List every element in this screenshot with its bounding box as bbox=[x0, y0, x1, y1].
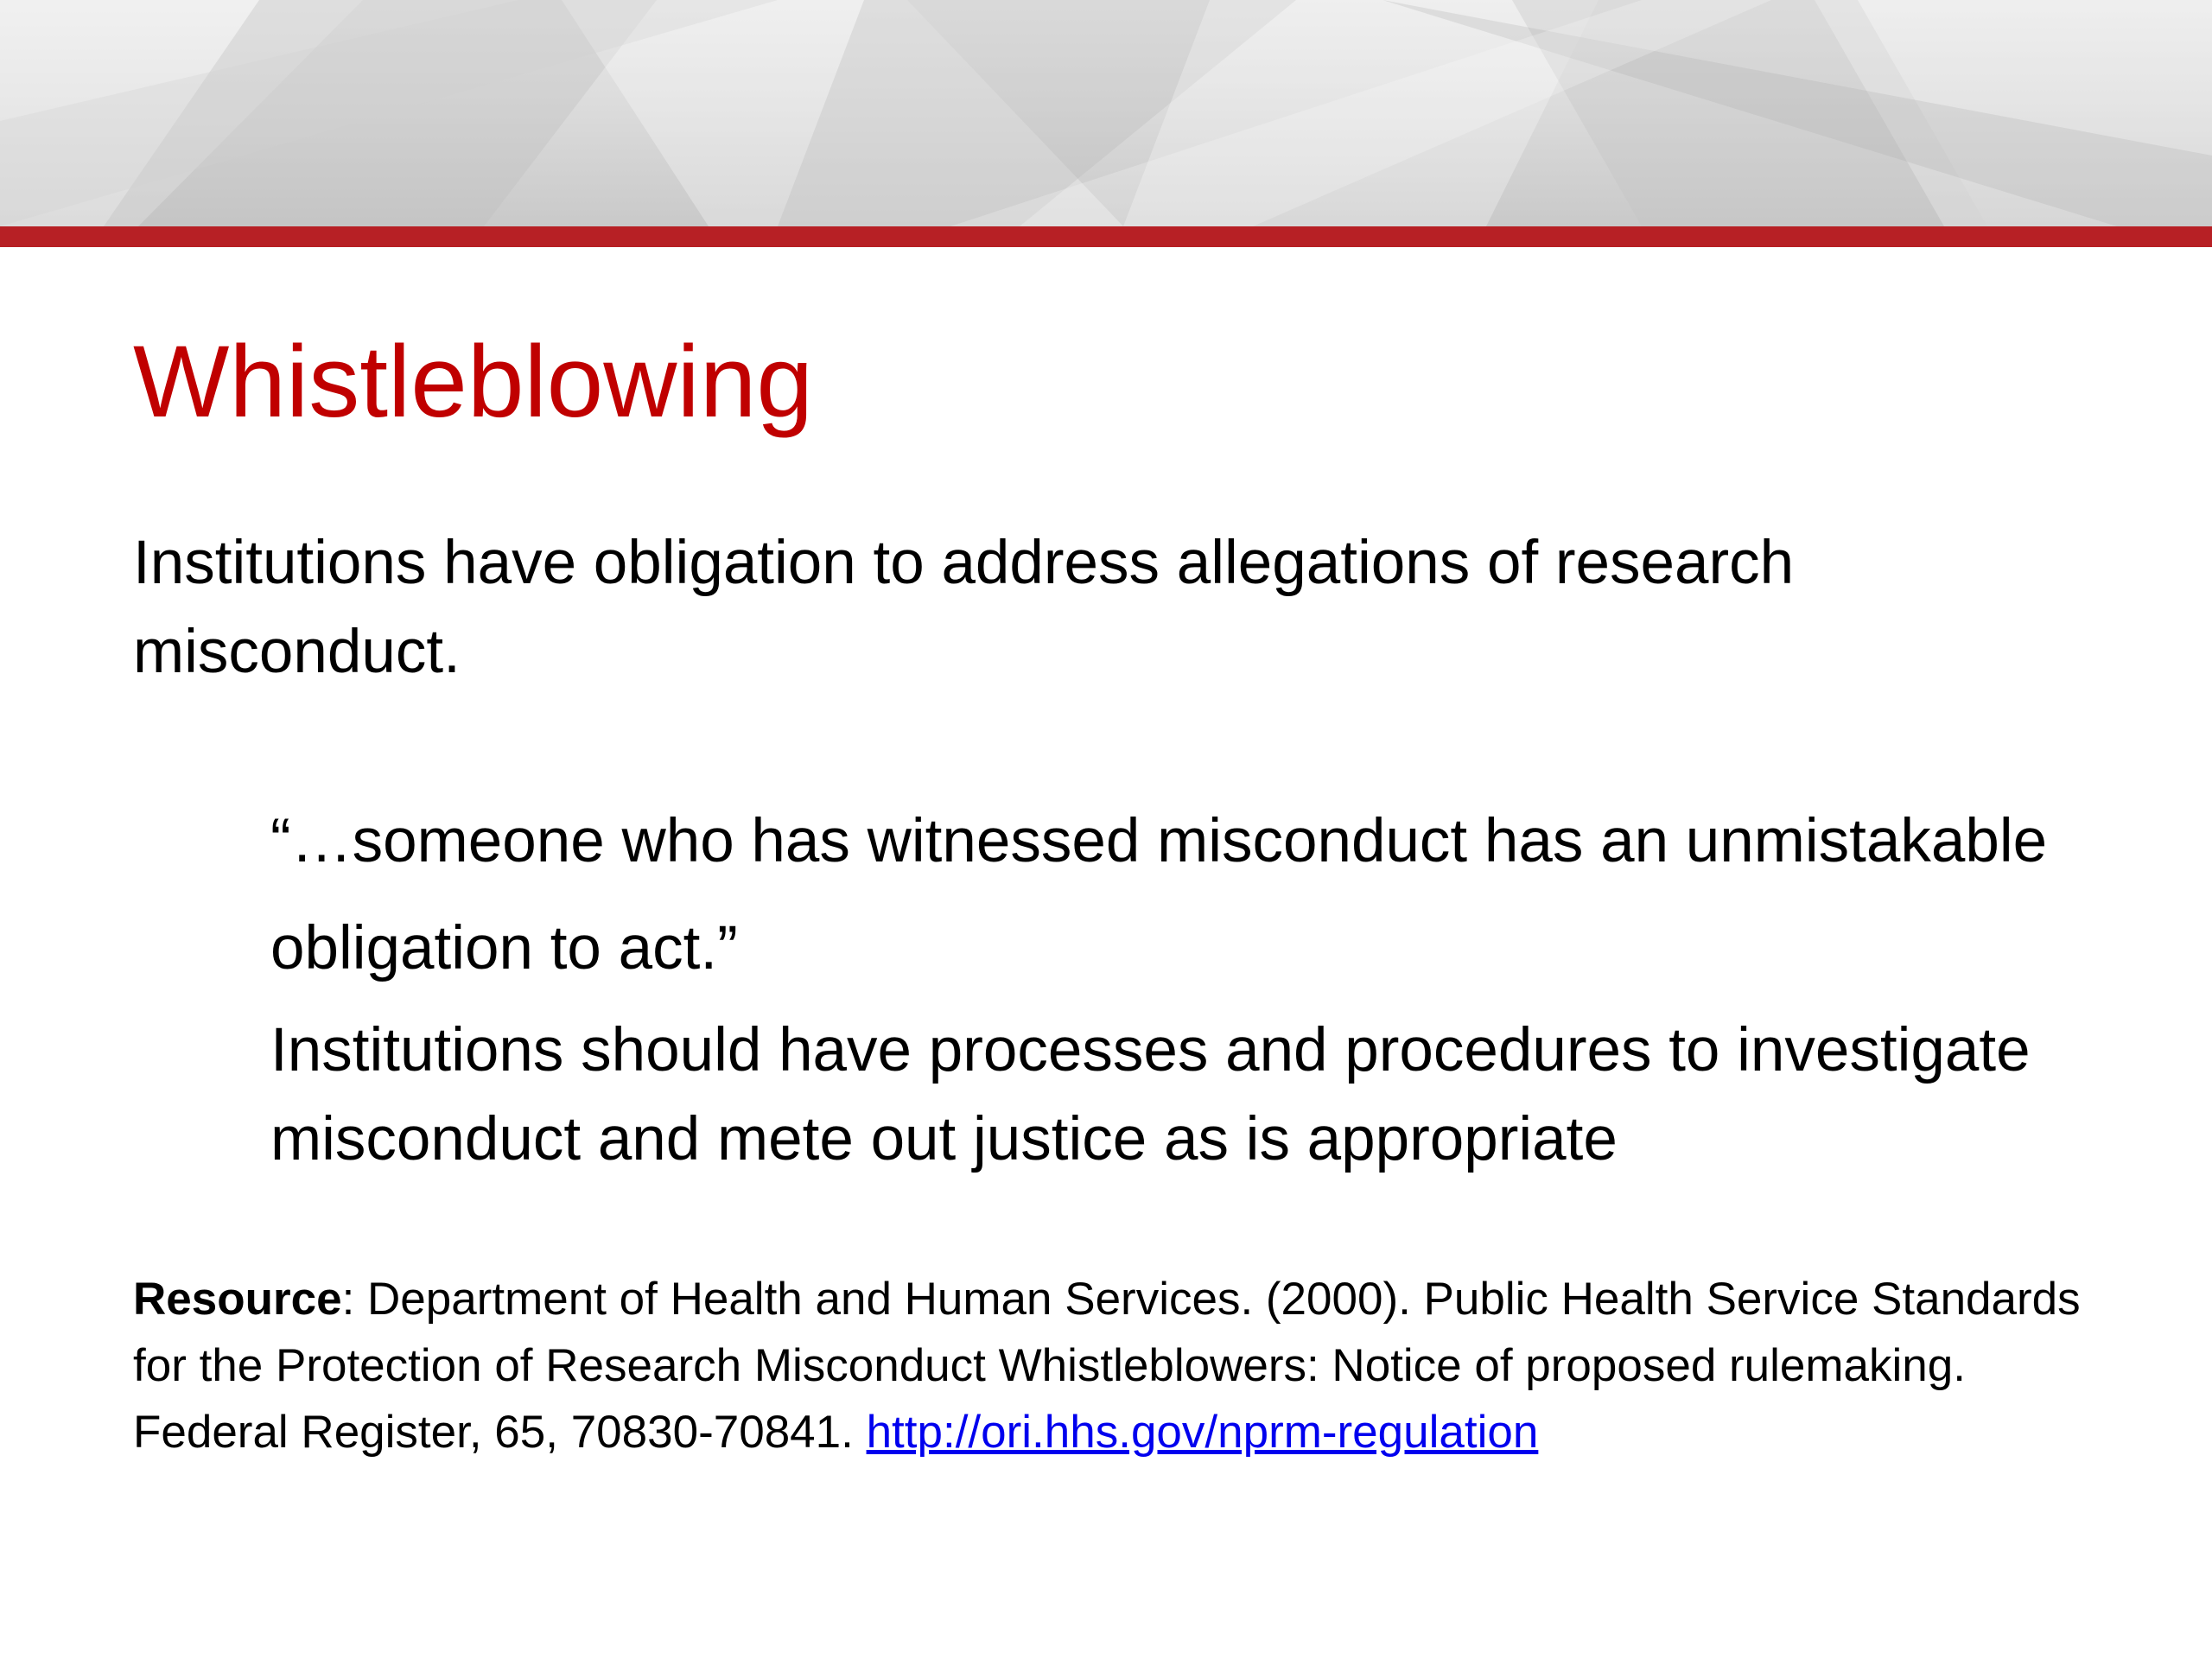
geometric-pattern bbox=[0, 0, 2212, 226]
quote-block bbox=[270, 788, 2171, 1184]
quote-text: “…someone who has witnessed misconduct has an unmistakable obligation to act.” bbox=[270, 807, 2048, 982]
resource-citation bbox=[133, 1266, 2086, 1465]
slide-title: Whistleblowing bbox=[133, 325, 813, 439]
resource-label: Resource bbox=[133, 1274, 342, 1325]
resource-link[interactable]: http://ori.hhs.gov/nprm-regulation bbox=[866, 1407, 1539, 1458]
intro-paragraph: Institutions have obligation to address allegations of research misconduct. bbox=[133, 529, 1795, 686]
resource-text: Department of Health and Human Services. (2000). Public Health Service Standards for the Protection of Research Misconduct Whistleblowers: Notice of proposed rulemaking. Federal Register, 65, 70830-70841. bbox=[133, 1274, 2081, 1458]
header-banner bbox=[0, 0, 2212, 226]
resource-separator: : bbox=[341, 1274, 368, 1325]
follow-up-text: Institutions should have processes and procedures to investigate misconduct and mete out justice as is appropriate bbox=[270, 1016, 2031, 1173]
accent-bar bbox=[0, 226, 2212, 247]
